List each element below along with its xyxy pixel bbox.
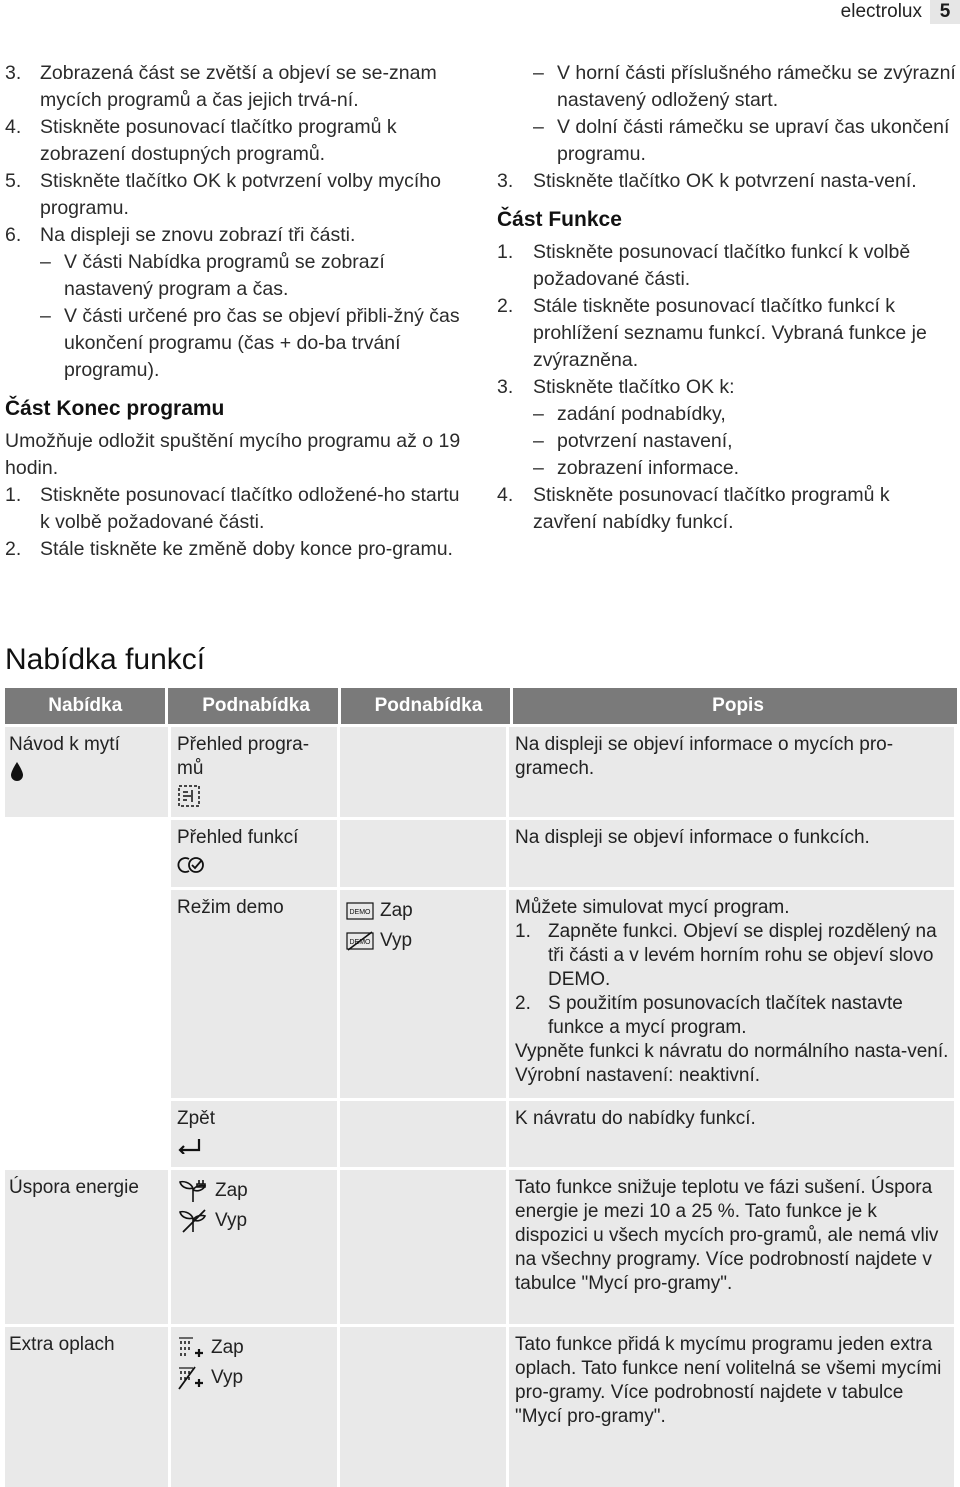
left-column [5, 60, 473, 563]
list-item: 3. Stiskněte tlačítko OK k: [497, 376, 735, 398]
dash-item: – potvrzení nastavení, [533, 430, 733, 452]
svg-text:DEMO: DEMO [349, 909, 371, 916]
list-item: 3. Zobrazená část se zvětší a objeví se se-znam mycích programů a čas jejich trvá-ní. [5, 62, 437, 111]
submenu-cell: Režim demo [171, 890, 337, 1098]
dash-item: – V horní části příslušného rámečku se zvýrazní nastavený odložený start. [533, 62, 956, 111]
page-number: 5 [930, 0, 960, 24]
menu-cell: Úspora energie [5, 1170, 168, 1324]
list-item: 2. Stále tiskněte ke změně doby konce pro-gramu. [5, 538, 453, 560]
list-item: 4. Stiskněte posunovací tlačítko programů k zobrazení dostupných programů. [5, 116, 397, 165]
dash-item: – V části Nabídka programů se zobrazí nastavený program a čas. [40, 251, 385, 300]
submenu-cell: Zpět [171, 1101, 337, 1167]
menu-cell: Návod k mytí [5, 727, 168, 817]
extra-rinse-off-icon [177, 1365, 205, 1391]
energy-off-option: Vyp [177, 1206, 333, 1236]
program-overview-icon [177, 781, 333, 811]
description-cell: Tato funkce přidá k mycímu programu jeden extra oplach. Tato funkce není volitelná se všemi mycími pro-gramy. Více podrobností najdete v tabulce "Mycí pro-gramy". [509, 1327, 954, 1487]
table-row [5, 817, 957, 887]
header-cell: Podnabídka [341, 688, 510, 724]
demo-on-icon [346, 900, 374, 922]
energy-on-option: Zap [177, 1176, 333, 1206]
submenu-cell [171, 1327, 337, 1487]
eco-off-icon [177, 1208, 209, 1234]
header-cell: Podnabídka [168, 688, 337, 724]
header-cell: Popis [513, 688, 957, 724]
table-row [5, 1324, 957, 1487]
list-item: 2. Stále tiskněte posunovací tlačítko funkcí k prohlížení seznamu funkcí. Vybraná funkce je zvýrazněna. [497, 295, 927, 371]
dash-item: – zadání podnabídky, [533, 403, 726, 425]
description-cell: Tato funkce snižuje teplotu ve fázi sušení. Úspora energie je mezi 10 a 25 %. Tato funkce je k dispozici u všech mycích pro-gramů, ale nemá vliv na všechny programy. Více podrobností najdete v tabulce "Mycí pro-gramy". [509, 1170, 954, 1324]
list-item: 1. Stiskněte posunovací tlačítko odložené-ho startu k volbě požadované části. [5, 484, 460, 533]
description-cell: Na displeji se objeví informace o mycích pro-gramech. [509, 727, 954, 817]
section-title: Nabídka funkcí [5, 643, 206, 676]
section-heading: Část Konec programu [5, 397, 225, 420]
function-overview-icon [177, 850, 333, 880]
list-item: 3. Stiskněte tlačítko OK k potvrzení nasta-vení. [497, 170, 917, 192]
demo-on-option: DEMO Zap [346, 896, 502, 926]
extra-rinse-on-icon [177, 1335, 205, 1361]
description-cell: Můžete simulovat mycí program. 1. Zapněte funkci. Objeví se displej rozdělený na tři části a v levém horním rohu se objeví slovo DEMO. 2. S použitím posunovacích tlačítek nastavte funkce a mycí program. Vypněte funkci k návratu do normálního nasta-vení. Výrobní nastavení: neaktivní. [509, 890, 954, 1098]
page-header [841, 0, 960, 24]
header-cell: Nabídka [5, 688, 165, 724]
demo-off-icon [346, 930, 374, 952]
section-heading: Část Funkce [497, 208, 622, 231]
list-item: 5. Stiskněte tlačítko OK k potvrzení volby mycího programu. [5, 170, 441, 219]
submenu2-cell [340, 727, 506, 817]
dash-item: – V části určené pro čas se objeví přibli-žný čas ukončení programu (čas + do-ba trvání programu). [40, 305, 460, 381]
table-header [5, 688, 957, 724]
dash-item: – zobrazení informace. [533, 457, 740, 479]
list-item: 6. Na displeji se znovu zobrazí tři části. [5, 224, 356, 246]
drop-icon [9, 757, 164, 787]
submenu-cell: Přehled progra-mů [171, 727, 337, 817]
menu-cell: Extra oplach [5, 1327, 168, 1487]
rinse-off-option: Vyp [177, 1363, 333, 1393]
description-cell: Na displeji se objeví informace o funkcích. [509, 820, 954, 887]
description-cell: K návratu do nabídky funkcí. [509, 1101, 954, 1167]
table-row [5, 724, 957, 817]
submenu-cell [171, 1170, 337, 1324]
table-row [5, 887, 957, 1098]
table-row [5, 1098, 957, 1167]
paragraph: Umožňuje odložit spuštění mycího programu až o 19 hodin. [5, 430, 461, 479]
function-menu-table [5, 688, 957, 1487]
submenu2-cell [340, 890, 506, 1098]
svg-text:DEMO: DEMO [349, 939, 371, 946]
right-column [497, 60, 957, 536]
submenu-cell: Přehled funkcí [171, 820, 337, 887]
dash-item: – V dolní části rámečku se upraví čas ukončení programu. [533, 116, 950, 165]
rinse-on-option: Zap [177, 1333, 333, 1363]
demo-off-option: DEMO Vyp [346, 926, 502, 956]
list-item: 1. Stiskněte posunovací tlačítko funkcí k volbě požadované části. [497, 241, 911, 290]
list-item: 4. Stiskněte posunovací tlačítko programů k zavření nabídky funkcí. [497, 484, 890, 533]
brand-name: electrolux [840, 1, 922, 22]
table-row [5, 1167, 957, 1324]
eco-on-icon [177, 1178, 209, 1204]
return-icon [177, 1131, 333, 1161]
